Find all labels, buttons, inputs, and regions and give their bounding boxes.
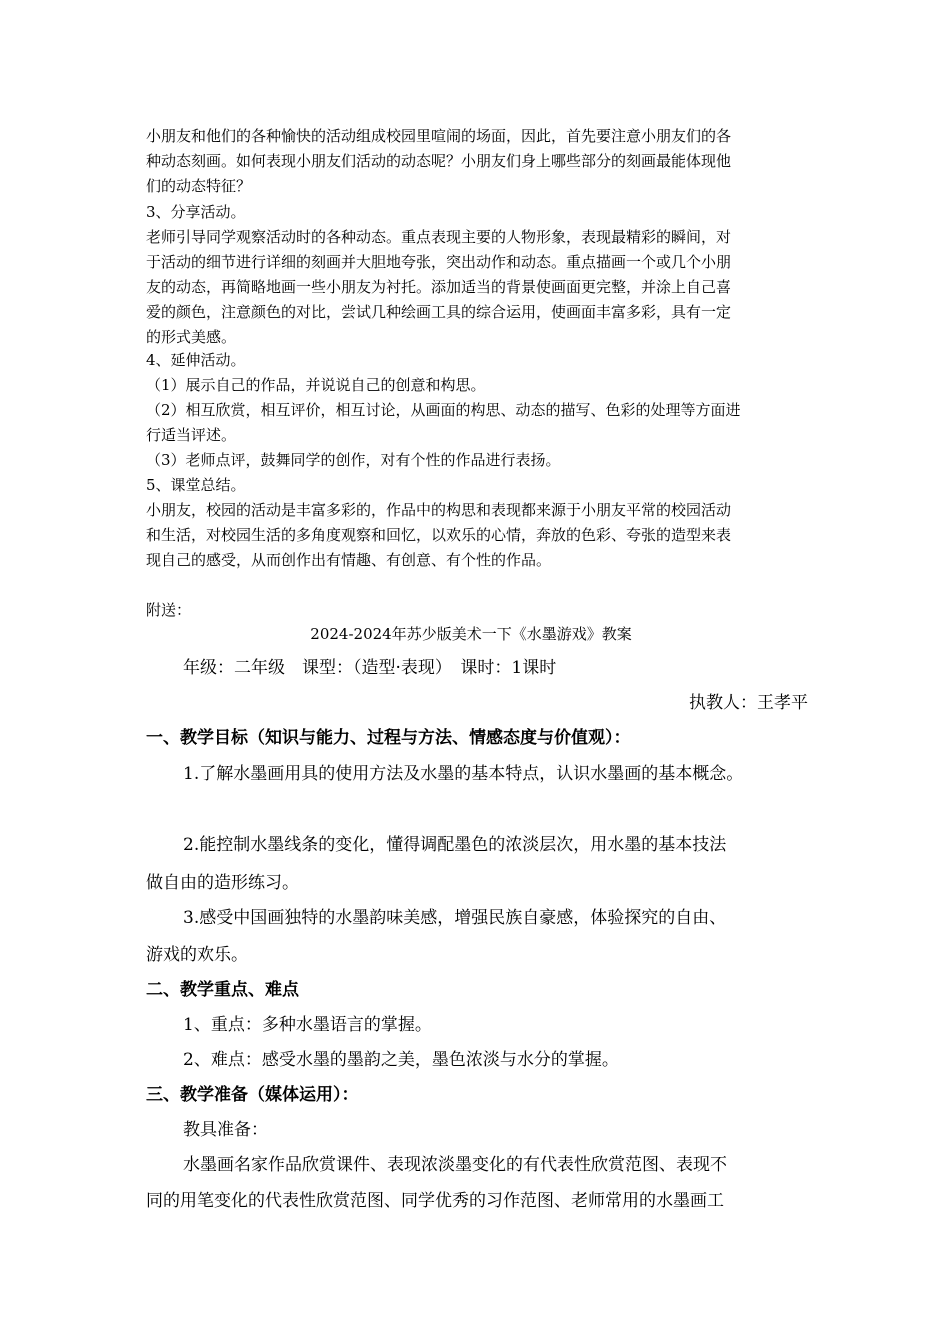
prep-label: 教具准备： [183, 1120, 268, 1140]
appendix-label: 附送： [146, 601, 192, 619]
step3-title: 3、分享活动。 [146, 203, 246, 221]
goal-item: 1.了解水墨画用具的使用方法及水墨的基本特点，认识水墨画的基本概念。 [183, 764, 744, 784]
section-heading-keypoints: 二、教学重点、难点 [146, 980, 299, 1000]
goal-item: 2.能控制水墨线条的变化，懂得调配墨色的浓淡层次，用水墨的基本技法 [183, 835, 727, 855]
keypoint-item: 1、重点：多种水墨语言的掌握。 [183, 1015, 432, 1035]
paragraph-line: 于活动的细节进行详细的刻画并大胆地夸张，突出动作和动态。重点描画一个或几个小朋 [146, 253, 732, 271]
paragraph-line: 小朋友，校园的活动是丰富多彩的，作品中的构思和表现都来源于小朋友平常的校园活动 [146, 501, 732, 519]
lesson-meta: 年级：二年级 课型：（造型·表现） 课时：1课时 [183, 658, 557, 678]
goal-item-continued: 做自由的造形练习。 [146, 873, 299, 893]
paragraph-line: 友的动态，再简略地画一些小朋友为衬托。添加适当的背景使画面更完整，并涂上自己喜 [146, 278, 732, 296]
prep-line: 同的用笔变化的代表性欣赏范图、同学优秀的习作范图、老师常用的水墨画工 [146, 1191, 724, 1211]
paragraph-line: 们的动态特征？ [146, 177, 252, 195]
list-item: （1）展示自己的作品，并说说自己的创意和构思。 [146, 376, 486, 394]
list-item: （3）老师点评，鼓舞同学的创作，对有个性的作品进行表扬。 [146, 451, 561, 469]
prep-line: 水墨画名家作品欣赏课件、表现浓淡墨变化的有代表性欣赏范图、表现不 [183, 1155, 727, 1175]
goal-item-continued: 游戏的欢乐。 [146, 945, 248, 965]
section-heading-goals: 一、教学目标（知识与能力、过程与方法、情感态度与价值观）： [146, 728, 631, 748]
list-item: （2）相互欣赏，相互评价，相互讨论，从画面的构思、动态的描写、色彩的处理等方面进 [146, 401, 741, 419]
section-heading-prep: 三、教学准备（媒体运用）： [146, 1085, 359, 1105]
step4-title: 4、延伸活动。 [146, 351, 246, 369]
appendix-title: 2024-2024年苏少版美术一下《水墨游戏》教案 [310, 625, 632, 643]
paragraph-line: 爱的颜色，注意颜色的对比，尝试几种绘画工具的综合运用，使画面丰富多彩，具有一定 [146, 303, 732, 321]
paragraph-line: 和生活，对校园生活的多角度观察和回忆，以欢乐的心情，奔放的色彩、夸张的造型来表 [146, 526, 732, 544]
paragraph-line: 现自己的感受，从而创作出有情趣、有创意、有个性的作品。 [146, 551, 552, 569]
list-item: 行适当评述。 [146, 426, 237, 444]
keypoint-item: 2、难点：感受水墨的墨韵之美，墨色浓淡与水分的掌握。 [183, 1050, 619, 1070]
step5-title: 5、课堂总结。 [146, 476, 246, 494]
teacher-name: 执教人：王孝平 [689, 693, 808, 713]
goal-item: 3.感受中国画独特的水墨韵味美感，增强民族自豪感，体验探究的自由、 [183, 908, 727, 928]
paragraph-line: 小朋友和他们的各种愉快的活动组成校园里喧闹的场面，因此，首先要注意小朋友们的各 [146, 127, 732, 145]
paragraph-line: 种动态刻画。如何表现小朋友们活动的动态呢？小朋友们身上哪些部分的刻画最能体现他 [146, 152, 732, 170]
paragraph-line: 老师引导同学观察活动时的各种动态。重点表现主要的人物形象，表现最精彩的瞬间，对 [146, 228, 732, 246]
paragraph-line: 的形式美感。 [146, 328, 237, 346]
